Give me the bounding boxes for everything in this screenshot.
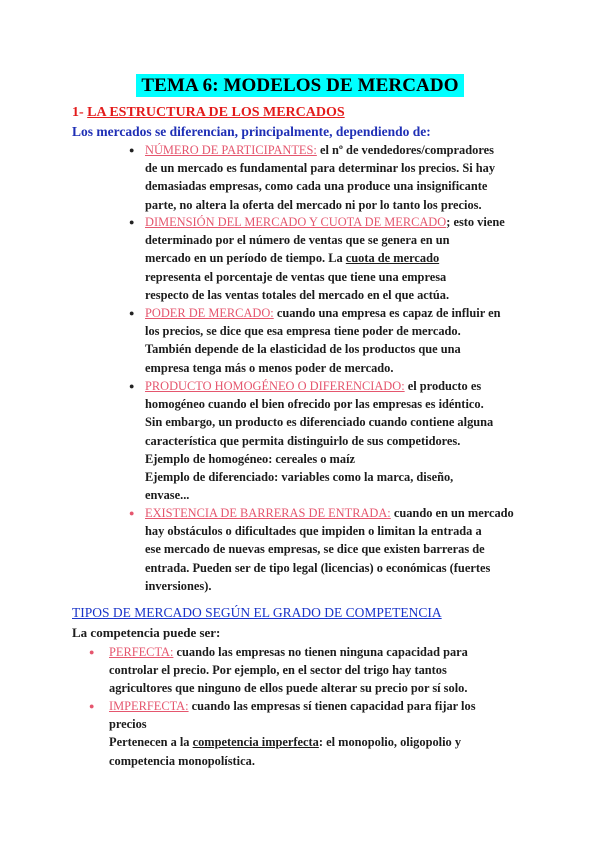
item-text: precios (109, 717, 147, 732)
item-text: Sin embargo, un producto es diferenciado cuando contiene alguna (145, 415, 494, 430)
item-text: empresa tenga más o menos poder de mercado. (145, 360, 394, 375)
section-heading-text: LA ESTRUCTURA DE LOS MERCADOS (87, 105, 345, 120)
page-title: TEMA 6: MODELOS DE MERCADO (136, 74, 464, 97)
item-text: Pertenecen a la (109, 735, 193, 750)
item-label: PRODUCTO HOMOGÉNEO O DIFERENCIADO: (145, 379, 405, 393)
item-label: IMPERFECTA: (109, 699, 189, 713)
bullet-icon: ● (129, 217, 135, 227)
bullet-icon: ● (129, 381, 135, 391)
item-text: hay obstáculos o dificultades que impiden o limitan la entrada a (145, 524, 482, 539)
item-text: competencia monopolística. (109, 753, 255, 768)
item-text: determinado por el número de ventas que se genera en un (145, 233, 450, 248)
section-heading (72, 104, 345, 122)
item-text: representa el porcentaje de ventas que tiene una empresa (145, 269, 447, 284)
section-intro: Los mercados se diferencian, principalmente, dependiendo de: (72, 124, 431, 139)
item-text: cuando las empresas no tienen ninguna capacidad para (173, 645, 468, 659)
item-text: característica que permita distinguirlo de sus competidores. (145, 433, 461, 448)
item-text: ese mercado de nuevas empresas, se dice que existen barreras de (145, 542, 485, 557)
item-text: los precios, se dice que esa empresa tiene poder de mercado. (145, 324, 461, 339)
item-text: inversiones). (145, 578, 212, 593)
bullet-icon: ● (129, 308, 135, 318)
item-text: Ejemplo de diferenciado: variables como la marca, diseño, (145, 470, 454, 485)
term-cuota: cuota de mercado (345, 251, 440, 266)
bullet-icon: ● (89, 701, 95, 711)
list-item (109, 643, 527, 698)
bullet-icon: ● (129, 145, 135, 155)
item-text: controlar el precio. Por ejemplo, en el sector del trigo hay tantos (109, 663, 447, 678)
item-text: esto viene (450, 215, 505, 229)
item-label: NÚMERO DE PARTICIPANTES: (145, 143, 317, 157)
item-label: DIMENSIÓN DEL MERCADO Y CUOTA DE MERCADO (145, 215, 447, 229)
list-item (109, 697, 527, 770)
item-text: cuando las empresas sí tienen capacidad para fijar los (188, 699, 476, 713)
item-text: ; (446, 215, 451, 229)
bullet-icon: ● (89, 647, 95, 657)
term-competencia-imperfecta: competencia imperfecta (192, 735, 319, 750)
item-text: parte, no altera la oferta del mercado ni por lo tanto los precios. (145, 197, 482, 212)
item-label: PODER DE MERCADO: (145, 306, 274, 320)
item-text: demasiadas empresas, como cada una produce una insignificante (145, 179, 488, 194)
item-text: envase... (145, 488, 190, 503)
bullet-icon: ● (129, 508, 135, 518)
item-text: cuando en un mercado (390, 506, 514, 520)
section2-heading: TIPOS DE MERCADO SEGÚN EL GRADO DE COMPETENCIA (72, 605, 442, 620)
section-number: 1- (72, 105, 88, 120)
list-item (145, 213, 527, 304)
item-text: respecto de las ventas totales del mercado en el que actúa. (145, 287, 450, 302)
item-text: el producto es (404, 379, 482, 393)
item-label: PERFECTA: (109, 645, 174, 659)
item-text: : el monopolio, oligopolio y (318, 735, 462, 750)
item-text: mercado en un período de tiempo. La (145, 251, 346, 266)
item-label: EXISTENCIA DE BARRERAS DE ENTRADA: (145, 506, 391, 520)
item-text: de un mercado es fundamental para determinar los precios. Si hay (145, 161, 496, 176)
item-text: homogéneo cuando el bien ofrecido por las empresas es idéntico. (145, 397, 484, 412)
item-text: entrada. Pueden ser de tipo legal (licencias) o económicas (fuertes (145, 560, 491, 575)
item-text: También depende de la elasticidad de los productos que una (145, 342, 461, 357)
item-text: Ejemplo de homogéneo: cereales o maíz (145, 451, 356, 466)
item-text: el nº de vendedores/compradores (316, 143, 494, 157)
list-item (145, 141, 527, 214)
item-text: cuando una empresa es capaz de influir en (273, 306, 501, 320)
section2-subtitle: La competencia puede ser: (72, 625, 221, 640)
list-item (145, 504, 527, 595)
list-item (145, 304, 527, 377)
item-text: agricultores que ninguno de ellos puede alterar su precio por sí solo. (109, 681, 468, 696)
list-item (145, 377, 527, 504)
